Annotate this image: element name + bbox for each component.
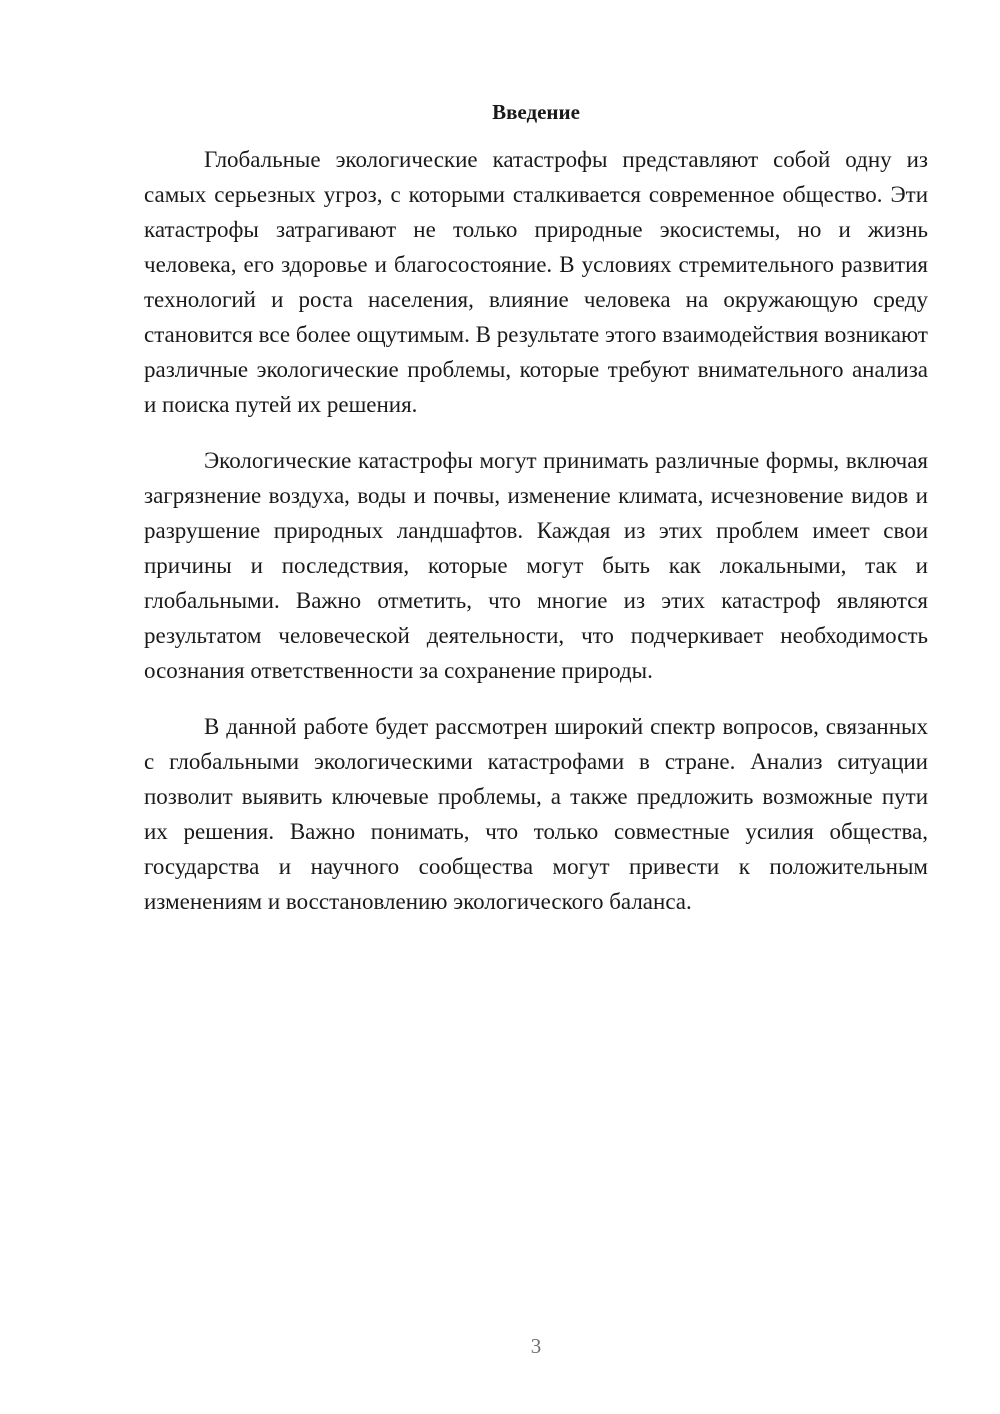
- page-number: 3: [530, 1334, 542, 1358]
- body-text: [144, 142, 928, 940]
- paragraph-3: В данной работе будет рассмотрен широкий спектр вопросов, связанных с глобальными экологическими катастрофами в стране. Анализ ситуации позволит выявить ключевые проблемы, а также предложить возможные пути их решения. Важно понимать, что только совместные усилия общества, государства и научного сообщества могут привести к положительным изменениям и восстановлению экологического баланса.: [144, 714, 928, 914]
- paragraph-2: Экологические катастрофы могут принимать различные формы, включая загрязнение воздуха, воды и почвы, изменение климата, исчезновение видов и разрушение природных ландшафтов. Каждая из этих проблем имеет свои причины и последствия, которые могут быть как локальными, так и глобальными. Важно отметить, что многие из этих катастроф являются результатом человеческой деятельности, что подчеркивает необходимость осознания ответственности за сохранение природы.: [144, 448, 928, 683]
- page-title: Введение: [492, 100, 580, 124]
- paragraph-1: Глобальные экологические катастрофы представляют собой одну из самых серьезных угроз, с которыми сталкивается современное общество. Эти катастрофы затрагивают не только природные экосистемы, но и жизнь человека, его здоровье и благосостояние. В условиях стремительного развития технологий и роста населения, влияние человека на окружающую среду становится все более ощутимым. В результате этого взаимодействия возникают различные экологические проблемы, которые требуют внимательного анализа и поиска путей их решения.: [144, 147, 928, 417]
